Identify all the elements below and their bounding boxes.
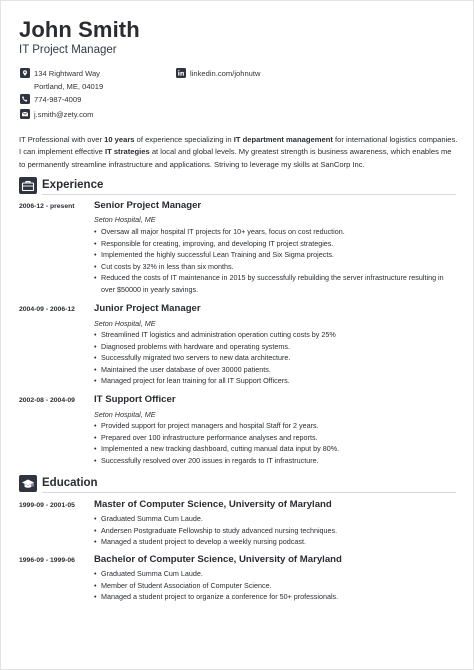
linkedin-icon bbox=[176, 68, 186, 78]
experience-bullets bbox=[94, 226, 454, 296]
address-line-1: 134 Rightward Way bbox=[34, 69, 100, 78]
map-pin-icon bbox=[20, 68, 30, 78]
contact-phone: 774-987-4009 bbox=[34, 95, 82, 104]
envelope-icon bbox=[20, 109, 30, 119]
experience-divider bbox=[42, 194, 456, 195]
list-item: • Maintained the user database of over 30000 patients. bbox=[94, 364, 454, 376]
education-divider bbox=[42, 492, 456, 493]
list-item: • Successfully resolved over 200 issues in regards to IT infrastructure. bbox=[94, 455, 454, 467]
experience-heading: Experience bbox=[42, 179, 104, 191]
list-item: • Implemented a new tracking dashboard, cutting manual data input by 80%. bbox=[94, 443, 454, 455]
list-item: • Managed project for lean training for all IT Support Officers. bbox=[94, 375, 454, 387]
list-item: • Responsible for creating, improving, and developing IT project strategies. bbox=[94, 238, 454, 250]
candidate-name: John Smith bbox=[19, 17, 140, 42]
phone-icon bbox=[20, 94, 30, 104]
address-line-2: Portland, ME, 04019 bbox=[34, 82, 104, 91]
experience-date: 2004-09 - 2006-12 bbox=[19, 306, 75, 313]
experience-date: 2006-12 - present bbox=[19, 203, 75, 210]
experience-role: Junior Project Manager bbox=[94, 303, 201, 314]
education-degree: Master of Computer Science, University of Maryland bbox=[94, 499, 332, 510]
contact-email[interactable]: j.smith@zety.com bbox=[34, 110, 94, 119]
experience-bullets bbox=[94, 329, 454, 387]
list-item: • Diagnosed problems with hardware and operating systems. bbox=[94, 341, 454, 353]
education-date: 1996-09 - 1999-06 bbox=[19, 557, 75, 564]
list-item: • Managed a student project to organize a conference for 50+ professionals. bbox=[94, 591, 454, 603]
education-date: 1999-09 - 2001-05 bbox=[19, 502, 75, 509]
briefcase-icon bbox=[19, 177, 37, 194]
list-item: • Reduced the costs of IT maintenance in 2015 by successfully rebuilding the server infrastructure resulting in over $50000 in yearly savings. bbox=[94, 272, 454, 295]
contact-address bbox=[34, 68, 103, 92]
list-item: • Cut costs by 32% in less than six months. bbox=[94, 261, 454, 273]
experience-date: 2002-08 - 2004-09 bbox=[19, 397, 75, 404]
experience-role: IT Support Officer bbox=[94, 394, 176, 405]
education-bullets bbox=[94, 568, 454, 603]
list-item: • Graduated Summa Cum Laude. bbox=[94, 568, 454, 580]
list-item: • Provided support for project managers and hospital Staff for 2 years. bbox=[94, 420, 454, 432]
contact-linkedin[interactable]: linkedin.com/johnutw bbox=[190, 69, 261, 78]
list-item: • Managed a student project to develop a weekly nursing podcast. bbox=[94, 536, 454, 548]
list-item: • Member of Student Association of Computer Science. bbox=[94, 580, 454, 592]
list-item: • Oversaw all major hospital IT projects for 10+ years, focus on cost reduction. bbox=[94, 226, 454, 238]
list-item: • Andersen Postgraduate Fellowship to study advanced nursing techniques. bbox=[94, 525, 454, 537]
list-item: • Successfully migrated two servers to new data architecture. bbox=[94, 352, 454, 364]
graduation-cap-icon bbox=[19, 475, 37, 492]
education-degree: Bachelor of Computer Science, University of Maryland bbox=[94, 554, 342, 565]
profile-summary: IT Professional with over 10 years of experience specializing in IT department management for international logistics companies. I can implement effective IT strategies at local and global levels. My greatest strength is business awareness, which enables me to permanently streamline infrastructure and applications. Striving to leverage my skills at SanCorp Inc. bbox=[19, 135, 458, 169]
experience-employer: Seton Hospital, ME bbox=[94, 319, 156, 328]
list-item: • Streamlined IT logistics and administration operation cutting costs by 25% bbox=[94, 329, 454, 341]
candidate-title: IT Project Manager bbox=[19, 44, 117, 56]
experience-employer: Seton Hospital, ME bbox=[94, 410, 156, 419]
list-item: • Prepared over 100 infrastructure performance analyses and reports. bbox=[94, 432, 454, 444]
education-bullets bbox=[94, 513, 454, 548]
education-heading: Education bbox=[42, 477, 98, 489]
list-item: • Implemented the highly successful Lean Training and Six Sigma projects. bbox=[94, 249, 454, 261]
experience-employer: Seton Hospital, ME bbox=[94, 215, 156, 224]
list-item: • Graduated Summa Cum Laude. bbox=[94, 513, 454, 525]
experience-bullets bbox=[94, 420, 454, 466]
experience-role: Senior Project Manager bbox=[94, 200, 202, 211]
